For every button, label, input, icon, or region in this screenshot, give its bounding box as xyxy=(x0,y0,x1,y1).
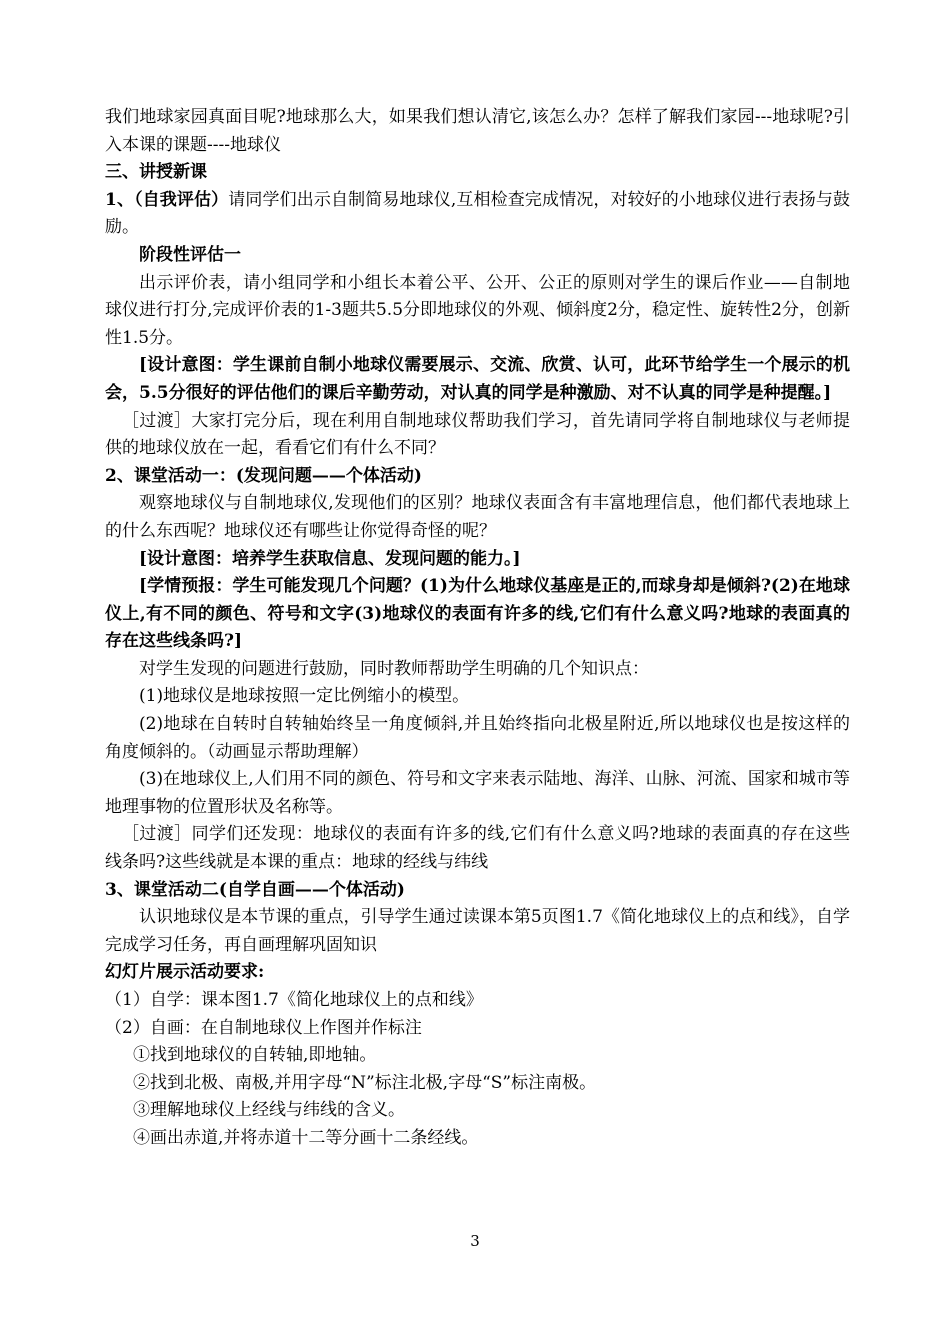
globe-key-paragraph: 认识地球仪是本节课的重点，引导学生通过读课本第5页图1.7《简化地球仪上的点和线》，自学完成学习任务，再自画理解巩固知识 xyxy=(105,907,850,955)
knowledge-point-3: (3)在地球仪上,人们用不同的颜色、符号和文字来表示陆地、海洋、山脉、河流、国家和城市等地理事物的位置形状及名称等。 xyxy=(105,769,850,817)
page-number: 3 xyxy=(470,1232,480,1250)
knowledge-point-2: (2)地球在自转时自转轴始终呈一角度倾斜,并且始终指向北极星附近,所以地球仪也是按这样的角度倾斜的。（动画显示帮助理解） xyxy=(105,714,850,762)
requirement-1: （1）自学：课本图1.7《简化地球仪上的点和线》 xyxy=(105,990,483,1010)
self-assessment-label: 1、（自我评估） xyxy=(105,189,229,210)
task-4: ④画出赤道,并将赤道十二等分画十二条经线。 xyxy=(133,1127,479,1148)
transition-1: ［过渡］大家打完分后，现在利用自制地球仪帮助我们学习，首先请同学将自制地球仪与老师提供的地球仪放在一起，看看它们有什么不同？ xyxy=(105,410,850,459)
observe-paragraph: 观察地球仪与自制地球仪,发现他们的区别？地球仪表面含有丰富地理信息，他们都代表地球上的什么东西呢？地球仪还有哪些让你觉得奇怪的呢？ xyxy=(105,493,850,541)
activity-2-heading: 3、课堂活动二(自学自画——个体活动) xyxy=(105,879,405,900)
stage-assessment-heading: 阶段性评估一 xyxy=(139,244,241,265)
intro-paragraph: 我们地球家园真面目呢?地球那么大，如果我们想认清它,该怎么办？怎样了解我们家园---地球呢?引入本课的课题----地球仪 xyxy=(105,107,850,155)
task-2: ②找到北极、南极,并用字母“N”标注北极,字母“S”标注南极。 xyxy=(133,1072,597,1093)
evaluation-paragraph: 出示评价表，请小组同学和小组长本着公平、公开、公正的原则对学生的课后作业——自制地球仪进行打分,完成评价表的1-3题共5.5分即地球仪的外观、倾斜度2分，稳定性、旋转性2分，创新性1.5分。 xyxy=(105,272,850,348)
encourage-paragraph: 对学生发现的问题进行鼓励，同时教师帮助学生明确的几个知识点： xyxy=(139,658,649,679)
knowledge-point-1: (1)地球仪是地球按照一定比例缩小的模型。 xyxy=(139,686,470,707)
section-heading-new-lesson: 三、讲授新课 xyxy=(105,162,207,183)
requirement-2: （2）自画：在自制地球仪上作图并作标注 xyxy=(105,1017,422,1038)
task-1: ①找到地球仪的自转轴,即地轴。 xyxy=(133,1045,377,1066)
activity-1-heading: 2、课堂活动一：(发现问题——个体活动) xyxy=(105,465,422,486)
learning-forecast: [学情预报：学生可能发现几个问题？(1)为什么地球仪基座是正的,而球身却是倾斜?(2)在地球仪上,有不同的颜色、符号和文字(3)地球仪的表面有许多的线,它们有什么意义吗?地球的表面真的存在这些线条吗?] xyxy=(105,576,850,652)
self-assessment-paragraph xyxy=(105,187,850,242)
design-intent-2: [设计意图：培养学生获取信息、发现问题的能力。] xyxy=(139,548,521,569)
self-assessment-text: 请同学们出示自制简易地球仪,互相检查完成情况，对较好的小地球仪进行表扬与鼓励。 xyxy=(105,189,850,238)
slide-requirements-heading: 幻灯片展示活动要求: xyxy=(105,962,265,983)
transition-2: ［过渡］同学们还发现：地球仪的表面有许多的线,它们有什么意义吗?地球的表面真的存在这些线条吗?这些线就是本课的重点：地球的经线与纬线 xyxy=(105,824,850,873)
design-intent-1: [设计意图：学生课前自制小地球仪需要展示、交流、欣赏、认可，此环节给学生一个展示的机会，5.5分很好的评估他们的课后辛勤劳动，对认真的同学是种激励、对不认真的同学是种提醒。] xyxy=(105,355,850,403)
document-body xyxy=(105,104,850,1153)
task-3: ③理解地球仪上经线与纬线的含义。 xyxy=(133,1100,405,1121)
